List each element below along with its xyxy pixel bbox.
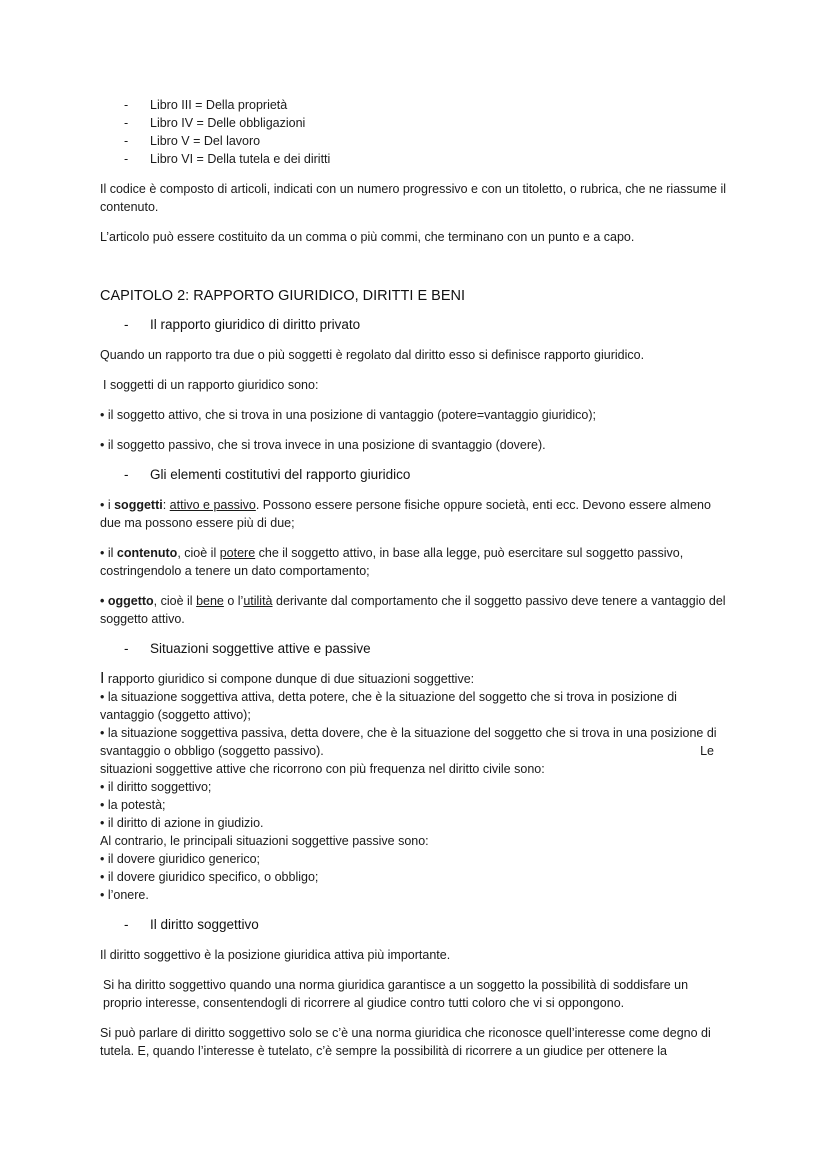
bullet-line: • l’onere. — [100, 888, 149, 902]
bullet-paragraph: • il soggetto attivo, che si trova in una posizione di vantaggio (potere=vantaggio giuridico); — [100, 408, 596, 422]
bullet-paragraph: • il soggetto passivo, che si trova invece in una posizione di svantaggio (dovere). — [100, 438, 546, 452]
bullet-line: • il dovere giuridico specifico, o obbligo; — [100, 870, 319, 884]
situazioni-block — [100, 670, 728, 904]
bullet-line: • la potestà; — [100, 798, 166, 812]
bullet-paragraph: • oggetto, cioè il bene o l’utilità derivante dal comportamento che il soggetto passivo deve tenere a vantaggio del soggetto attivo. — [100, 594, 726, 626]
list-item: - Libro IV = Delle obbligazioni — [124, 116, 306, 130]
list-item: - Libro V = Del lavoro — [124, 134, 261, 148]
bullet-line: • il dovere giuridico generico; — [100, 852, 261, 866]
text-line: I rapporto giuridico si compone dunque di due situazioni soggettive: — [100, 670, 475, 687]
bullet-line: • la situazione soggettiva passiva, detta dovere, che è la situazione del soggetto che si trova in una posizione di svantaggio o obbligo (soggetto passivo). Le — [100, 726, 717, 758]
books-list — [100, 96, 728, 168]
bullet-line: • la situazione soggettiva attiva, detta potere, che è la situazione del soggetto che si trova in posizione di vantaggio (soggetto attivo); — [100, 690, 677, 722]
section-heading-situazioni: - Situazioni soggettive attive e passive — [124, 641, 371, 656]
list-item: - Libro VI = Della tutela e dei diritti — [124, 152, 331, 166]
list-item: - Libro III = Della proprietà — [124, 98, 288, 112]
paragraph: Quando un rapporto tra due o più soggetti è regolato dal diritto esso si definisce rapporto giuridico. — [100, 348, 645, 362]
bullet-paragraph: • i soggetti: attivo e passivo. Possono essere persone fisiche oppure società, enti ecc. Devono essere almeno due ma possono essere più di due; — [100, 498, 711, 530]
paragraph-articolo: L’articolo può essere costituito da un comma o più commi, che terminano con un punto e a capo. — [100, 230, 635, 244]
section-heading-rapporto: - Il rapporto giuridico di diritto privato — [124, 317, 361, 332]
paragraph: Si può parlare di diritto soggettivo solo se c’è una norma giuridica che riconosce quell’interesse come degno di tutela. E, quando l’interesse è tutelato, c’è sempre la possibilità di ricorrere a un giudice per ottenere la — [100, 1026, 711, 1058]
paragraph: I soggetti di un rapporto giuridico sono: — [103, 378, 319, 392]
text-line: situazioni soggettive attive che ricorrono con più frequenza nel diritto civile sono: — [100, 762, 545, 776]
section-heading-elementi: - Gli elementi costitutivi del rapporto giuridico — [124, 467, 411, 482]
document-page — [100, 96, 728, 1072]
section-heading-diritto-soggettivo: - Il diritto soggettivo — [124, 917, 259, 932]
paragraph-codice: Il codice è composto di articoli, indicati con un numero progressivo e con un titoletto, o rubrica, che ne riassume il contenuto. — [100, 182, 727, 214]
chapter-title: CAPITOLO 2: RAPPORTO GIURIDICO, DIRITTI E BENI — [100, 288, 465, 304]
bullet-line: • il diritto di azione in giudizio. — [100, 816, 264, 830]
text-line: Al contrario, le principali situazioni soggettive passive sono: — [100, 834, 429, 848]
bullet-line: • il diritto soggettivo; — [100, 780, 212, 794]
paragraph: Si ha diritto soggettivo quando una norma giuridica garantisce a un soggetto la possibilità di soddisfare un proprio interesse, consentendogli di ricorrere al giudice contro tutti coloro che vi si oppongono. — [103, 978, 689, 1010]
paragraph: Il diritto soggettivo è la posizione giuridica attiva più importante. — [100, 948, 451, 962]
bullet-paragraph: • il contenuto, cioè il potere che il soggetto attivo, in base alla legge, può esercitare sul soggetto passivo, costringendolo a tenere un dato comportamento; — [100, 546, 684, 578]
